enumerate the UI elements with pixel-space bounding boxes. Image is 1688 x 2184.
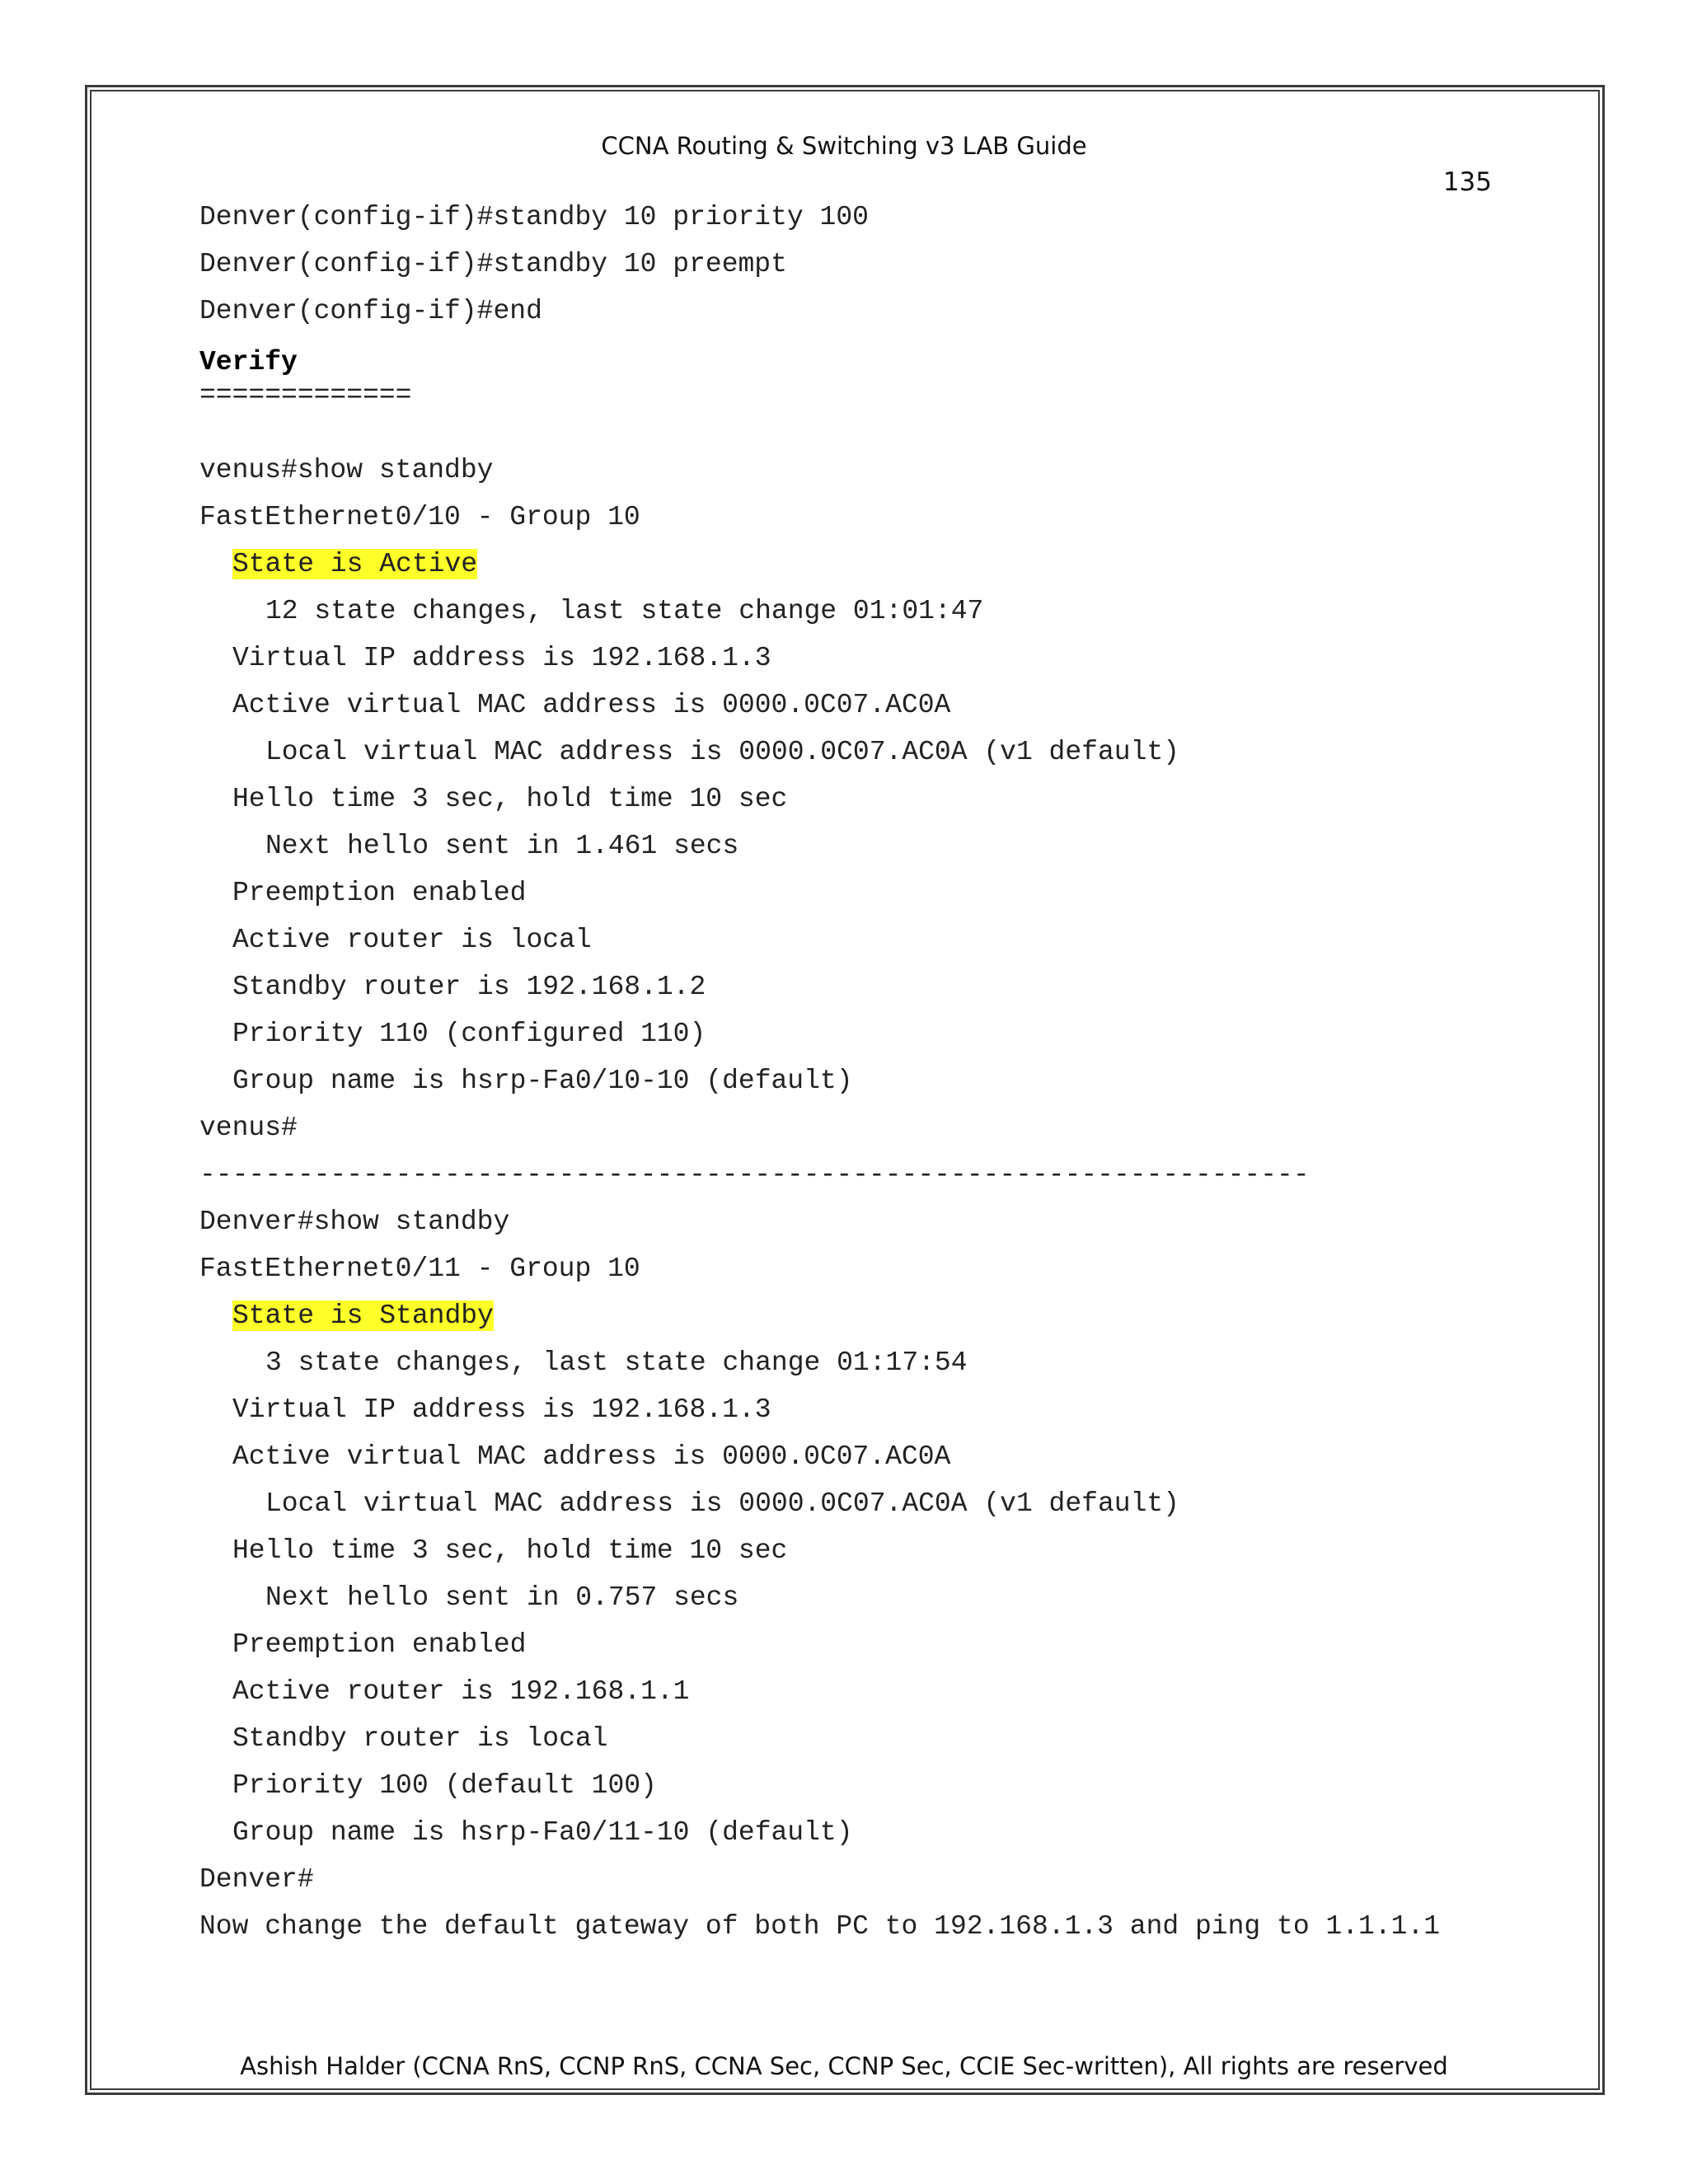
verify-heading: Verify [199,347,298,377]
denver-active-mac: Active virtual MAC address is 0000.0C07.AC0A [232,1441,951,1472]
lab-content [199,199,1601,1956]
venus-local-mac: Local virtual MAC address is 0000.0C07.AC0A (v1 default) [265,737,1179,767]
header-title: CCNA Routing & Switching v3 LAB Guide [601,132,1087,160]
config-line: Denver(config-if)#standby 10 preempt [199,249,787,279]
venus-priority: Priority 110 (configured 110) [232,1019,706,1049]
denver-prompt: Denver# [199,1864,314,1895]
footer-copyright: Ashish Halder (CCNA RnS, CCNP RnS, CCNA Sec, CCNP Sec, CCIE Sec-written), All rights are reserved [240,2052,1448,2080]
instruction-text: Now change the default gateway of both PC to 192.168.1.3 and ping to 1.1.1.1 [199,1911,1441,1942]
denver-state-line [199,1298,1601,1345]
denver-state-changes: 3 state changes, last state change 01:17:54 [265,1347,968,1378]
denver-priority: Priority 100 (default 100) [232,1770,657,1801]
venus-state-line [199,546,1601,593]
venus-preemption: Preemption enabled [232,878,527,908]
venus-standby-router: Standby router is 192.168.1.2 [232,972,706,1002]
denver-hello: Hello time 3 sec, hold time 10 sec [232,1535,788,1566]
denver-active-router: Active router is 192.168.1.1 [232,1676,690,1707]
venus-state-highlight: State is Active [232,549,478,579]
venus-next-hello: Next hello sent in 1.461 secs [265,831,739,861]
verify-underline: ============= [199,380,412,410]
denver-local-mac: Local virtual MAC address is 0000.0C07.AC0A (v1 default) [265,1488,1179,1519]
denver-command: Denver#show standby [199,1207,510,1237]
venus-command: venus#show standby [199,455,494,485]
page-number: 135 [1442,167,1492,197]
venus-active-router: Active router is local [232,925,592,955]
venus-prompt: venus# [199,1113,298,1143]
denver-preemption: Preemption enabled [232,1629,527,1660]
venus-virtual-ip: Virtual IP address is 192.168.1.3 [232,643,771,673]
denver-next-hello: Next hello sent in 0.757 secs [265,1582,739,1613]
separator-line: -------------------------------------------------------------------- [199,1160,1310,1190]
denver-virtual-ip: Virtual IP address is 192.168.1.3 [232,1394,771,1425]
denver-group-name: Group name is hsrp-Fa0/11-10 (default) [232,1817,853,1848]
venus-state-changes: 12 state changes, last state change 01:01:47 [265,596,984,626]
venus-group-name: Group name is hsrp-Fa0/10-10 (default) [232,1066,853,1096]
spacer [199,419,1601,452]
venus-active-mac: Active virtual MAC address is 0000.0C07.AC0A [232,690,951,720]
venus-interface: FastEthernet0/10 - Group 10 [199,502,640,532]
denver-state-highlight: State is Standby [232,1301,494,1331]
denver-standby-router: Standby router is local [232,1723,608,1754]
config-line: Denver(config-if)#end [199,296,542,326]
denver-interface: FastEthernet0/11 - Group 10 [199,1254,640,1284]
venus-hello: Hello time 3 sec, hold time 10 sec [232,784,788,814]
config-line: Denver(config-if)#standby 10 priority 100 [199,202,869,232]
